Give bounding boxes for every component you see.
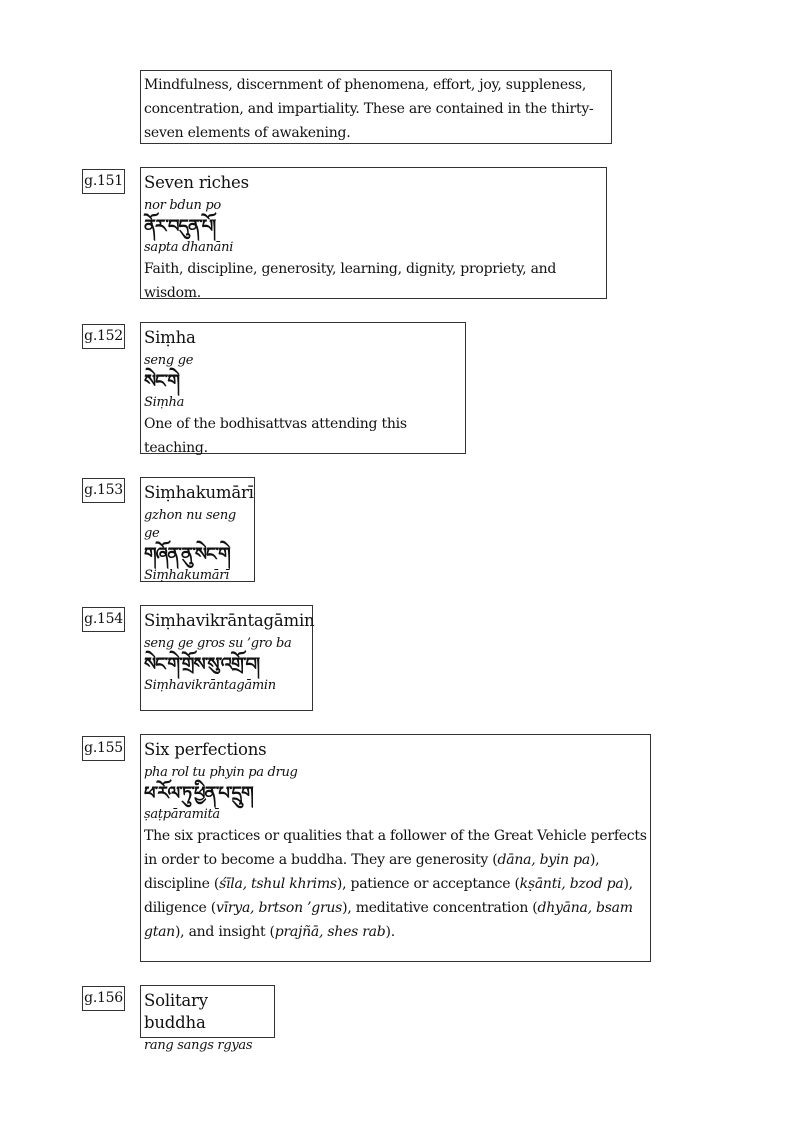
entry-wylie: seng ge: [144, 353, 194, 368]
entry-number: g.156: [82, 986, 125, 1011]
entry-wylie: pha rol tu phyin pa drug: [144, 765, 298, 780]
entry-term: Siṃhakumārī: [144, 483, 254, 502]
previous-entry-definition-box: [140, 70, 612, 144]
entry-term: Siṃha: [144, 328, 196, 347]
glossary-entry-simha: [140, 322, 466, 454]
entry-number: g.151: [82, 169, 125, 194]
entry-sanskrit: sapta dhanāni: [144, 240, 234, 255]
glossary-entry-solitary-buddha: [140, 985, 275, 1053]
entry-term: Six perfections: [144, 740, 267, 759]
entry-sanskrit: Siṃhakumārī: [144, 568, 229, 583]
entry-wylie: rang sangs rgyas: [144, 1038, 253, 1053]
entry-number: g.154: [82, 607, 125, 632]
entry-number: g.153: [82, 478, 125, 503]
entry-term: Solitary buddha: [144, 991, 208, 1032]
entry-tibetan: གཞོན་ནུ་སེང་གེ: [144, 544, 230, 565]
entry-sanskrit: Siṃhavikrāntagāmin: [144, 678, 276, 693]
glossary-entry-six-perfections: [140, 734, 651, 962]
entry-definition: Faith, discipline, generosity, learning, dignity, propriety, and wisdom.: [144, 261, 557, 301]
entry-term: Siṃhavikrāntagāmin: [144, 611, 315, 630]
entry-wylie: gzhon nu seng ge: [144, 508, 236, 541]
entry-number: g.152: [82, 324, 125, 349]
entry-tibetan: ཕ་རོལ་ཏུ་ཕྱིན་པ་དྲུག: [144, 783, 253, 804]
entry-number: g.155: [82, 736, 125, 761]
entry-tibetan: ནོར་བདུན་པོ།: [144, 216, 216, 237]
entry-tibetan: སེང་གེ་གྲོས་སུ་འགྲོ་བ།: [144, 654, 260, 675]
previous-entry-definition: Mindfulness, discernment of phenomena, effort, joy, suppleness, concentration, and impartiality. These are contained in the thirty-seven elements of awakening.: [144, 77, 594, 141]
entry-definition: One of the bodhisattvas attending this teaching.: [144, 416, 407, 456]
entry-definition: The six practices or qualities that a follower of the Great Vehicle perfects in order to become a buddha. They are generosity (dāna, byin pa), discipline (śīla, tshul khrims), patience or acceptance (kṣānti, bzod pa), diligence (vīrya, brtson ’grus), meditative concentration (dhyāna, bsam gtan), and insight (prajñā, shes rab).: [144, 828, 647, 940]
entry-sanskrit: ṣaṭpāramitā: [144, 807, 220, 822]
glossary-entry-simhakumari: [140, 477, 255, 582]
glossary-entry-seven-riches: [140, 167, 607, 299]
entry-tibetan: སེང་གེ: [144, 371, 179, 392]
entry-sanskrit: Siṃha: [144, 395, 185, 410]
glossary-entry-simhavikrantagamin: [140, 605, 313, 711]
entry-wylie: nor bdun po: [144, 198, 221, 213]
entry-wylie: seng ge gros su ’gro ba: [144, 636, 292, 651]
entry-term: Seven riches: [144, 173, 249, 192]
